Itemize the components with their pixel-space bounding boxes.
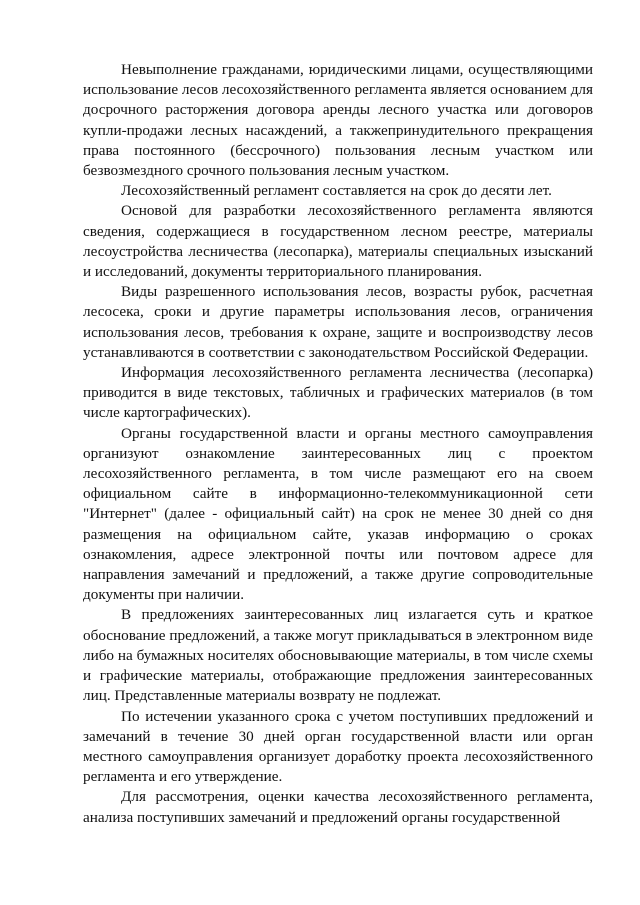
paragraph-public-review: Органы государственной власти и органы местного самоуправления организуют ознакомление заинтересованных лиц с проектом лесохозяйственного регламента, в том числе размещают его на своем официальном сайте в информационно-телекоммуникационной сети "Интернет" (далее - официальный сайт) на срок не менее 30 дней со дня размещения на официальном сайте, указав информацию о сроках ознакомления, адресе электронной почты или почтовом адресе для направления замечаний и предложений, а также другие сопроводительные документы при наличии. [83, 424, 593, 604]
paragraph-development-basis: Основой для разработки лесохозяйственного регламента являются сведения, содержащиеся в государственном лесном реестре, материалы лесоустройства лесничества (лесопарка), материалы специальных изысканий и исследований, документы территориального планирования. [83, 202, 593, 281]
paragraph-forest-use-types: Виды разрешенного использования лесов, возрасты рубок, расчетная лесосека, сроки и другие параметры использования лесов, ограничения использования лесов, требования к охране, защите и воспроизводству лесов устанавливаются в соответствии с законодательством Российской Федерации. [83, 283, 593, 361]
paragraph-quality-assessment: Для рассмотрения, оценки качества лесохозяйственного регламента, анализа поступивших замечаний и предложений органы государственной [83, 788, 593, 826]
paragraph-regulation-term: Лесохозяйственный регламент составляется на срок до десяти лет. [121, 182, 552, 200]
paragraph-stakeholder-proposals: В предложениях заинтересованных лиц излагается суть и краткое обоснование предложений, а также могут прикладываться в электронном виде либо на бумажных носителях обосновывающие материалы, в том числе схемы и графические материалы, отображающие предложения заинтересованных лиц. Представленные материалы возврату не подлежат. [83, 606, 593, 705]
paragraph-finalization: По истечении указанного срока с учетом поступивших предложений и замечаний в течение 30 дней орган государственной власти или орган местного самоуправления организует доработку проекта лесохозяйственного регламента и его утверждение. [83, 707, 593, 786]
document-page [83, 60, 593, 828]
paragraph-violation-consequences: Невыполнение гражданами, юридическими лицами, осуществляющими использование лесов лесохозяйственного регламента является основанием для досрочного расторжения договора аренды лесного участка или договоров купли-продажи лесных насаждений, а такжепринудительного прекращения права постоянного (бессрочного) пользования лесным участком или безвозмездного срочного пользования лесным участком. [83, 61, 593, 180]
paragraph-information-format: Информация лесохозяйственного регламента лесничества (лесопарка) приводится в виде текстовых, табличных и графических материалов (в том числе картографических). [83, 364, 593, 422]
